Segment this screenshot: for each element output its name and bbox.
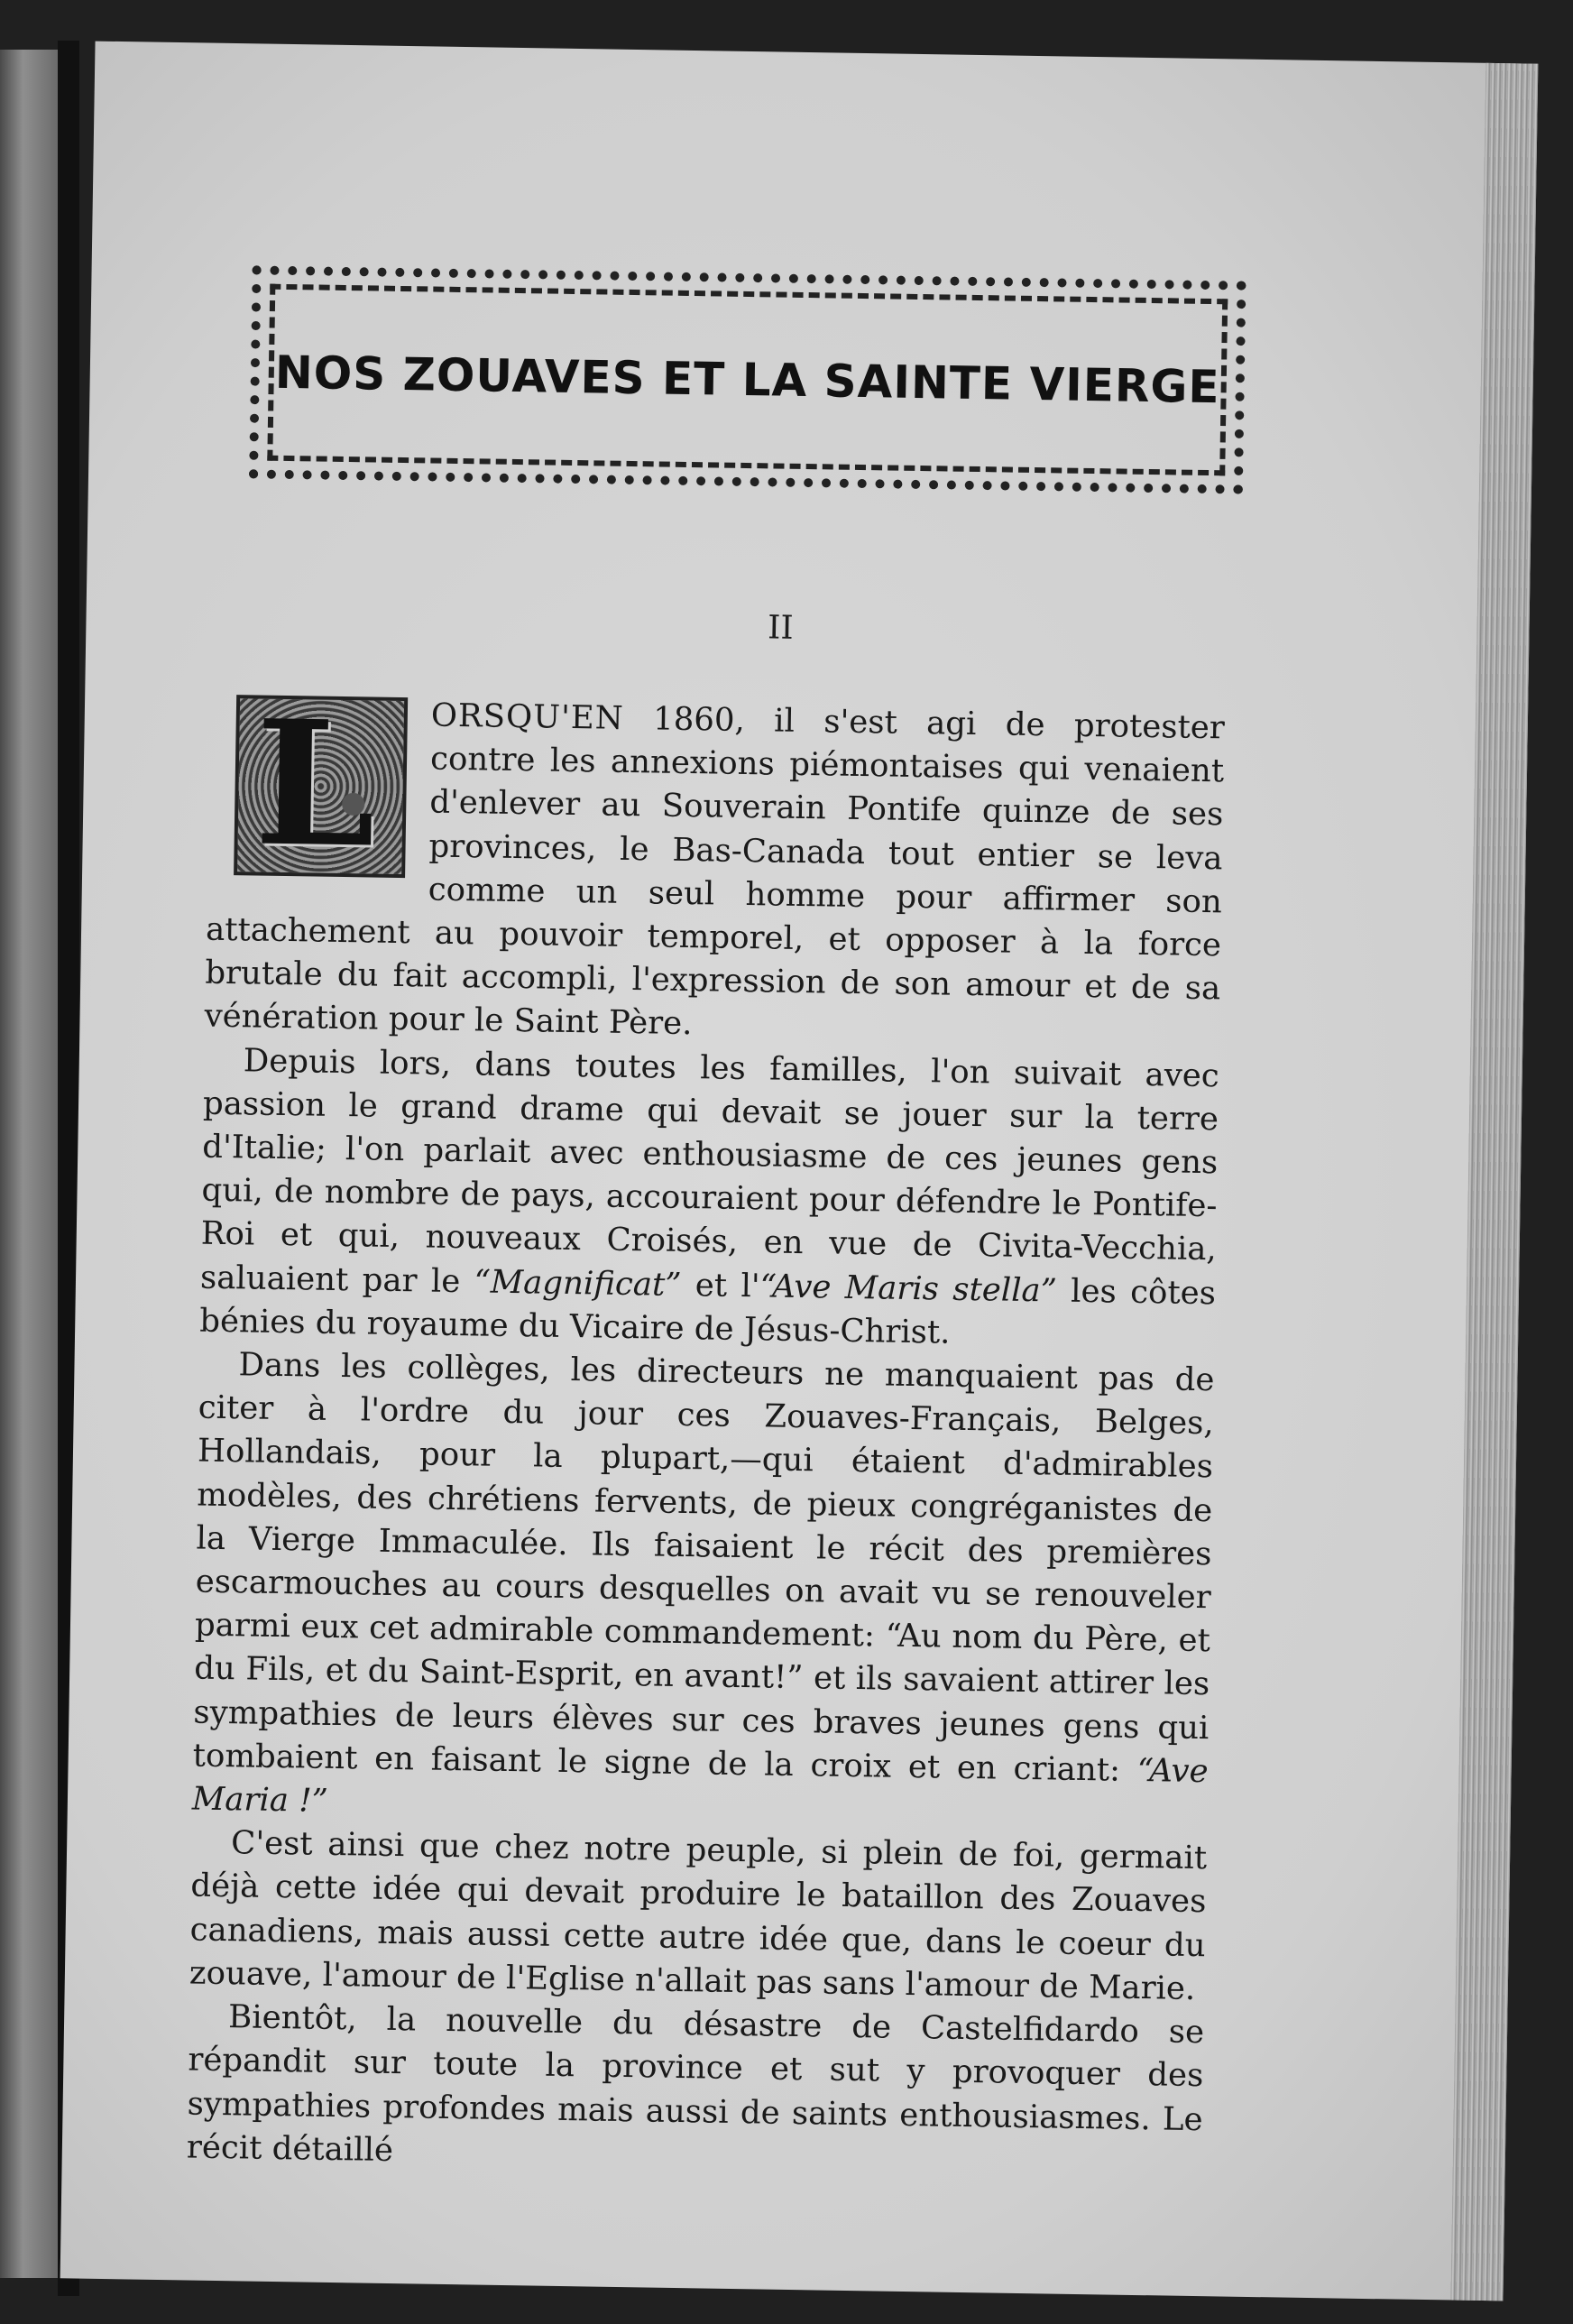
title-frame	[249, 265, 1246, 493]
ornamental-drop-cap	[234, 682, 408, 886]
paragraph-3-text: Dans les collèges, les directeurs ne manquaient pas de citer à l'ordre du jour ces Zouaves-Français, Belges, Hollandais, pour la plupart,—qui étaient d'admirables modèles, des chrétiens fervents, de pieux congréganistes de la Vierge Immaculée. Ils faisaient le récit des premières escarmouches au cours desquelles on avait vu se renouveler parmi eux cet admirable commandement: “Au nom du Père, et du Fils, et du Saint-Esprit, en avant!” et ils savaient attirer les sympathies de leurs élèves sur ces braves jeunes gens qui tombaient en faisant le signe de la croix et en criant:	[192, 1346, 1215, 1789]
paragraph-2-text-c: les côtes bénies du royaume du Vicaire de Jésus-Christ.	[198, 1272, 1217, 1351]
page-sheet	[60, 42, 1539, 2301]
drop-cap-letter: L	[253, 682, 378, 886]
right-page-edges	[1450, 63, 1538, 2301]
chapter-title: NOS ZOUAVES ET LA SAINTE VIERGE	[274, 346, 1221, 414]
paragraph-4: C'est ainsi que chez notre peuple, si plein de foi, germait déjà cette idée qui devait produire le bataillon des Zouaves canadiens, mais aussi cette autre idée que, dans le coeur du zouave, l'amour de l'Eglise n'allait pas sans l'amour de Marie.	[189, 1824, 1208, 2007]
body-text	[186, 682, 1226, 2185]
paragraph-3-italic-ave-maria: “Ave Maria !”	[191, 1751, 1209, 1820]
left-page-edge	[0, 50, 58, 2278]
paragraph-1-lead: ORSQU'EN	[430, 696, 625, 737]
paragraph-1-text: 1860, il s'est agi de protester contre les annexions piémontaises qui venaient d'enlever au Souverain Pontife quinze de ses provinces, le Bas-Canada tout entier se leva comme un seul homme pour affirmer son attachement au pouvoir temporel, et opposer à la force brutale du fait accompli, l'expression de son amour et de sa vénération pour le Saint Père.	[204, 699, 1226, 1043]
paragraph-2-italic-ave-maris: “Ave Maris stella”	[759, 1267, 1058, 1310]
paragraph-2-text-b: et l'	[681, 1266, 760, 1305]
section-number: II	[767, 609, 794, 647]
paragraph-2	[199, 1038, 1219, 1359]
paragraph-2-text-a: Depuis lors, dans toutes les familles, l'on suivait avec passion le grand drame qui devait se jouer sur la terre d'Italie; l'on parlait avec enthousiasme de ces jeunes gens qui, de nombre de pays, accouraient pour défendre le Pontife-Roi et qui, nouveaux Croisés, en vue de Civita-Vecchia, saluaient par le	[199, 1041, 1220, 1300]
paragraph-5: Bientôt, la nouvelle du désastre de Castelfidardo se répandit sur toute la province et sut y provoquer des sympathies profondes mais aussi de saints enthousiasmes. Le récit détaillé	[186, 1998, 1205, 2169]
paragraph-3	[192, 1343, 1215, 1838]
paragraph-2-italic-magnificat: “Magnificat”	[474, 1262, 682, 1304]
